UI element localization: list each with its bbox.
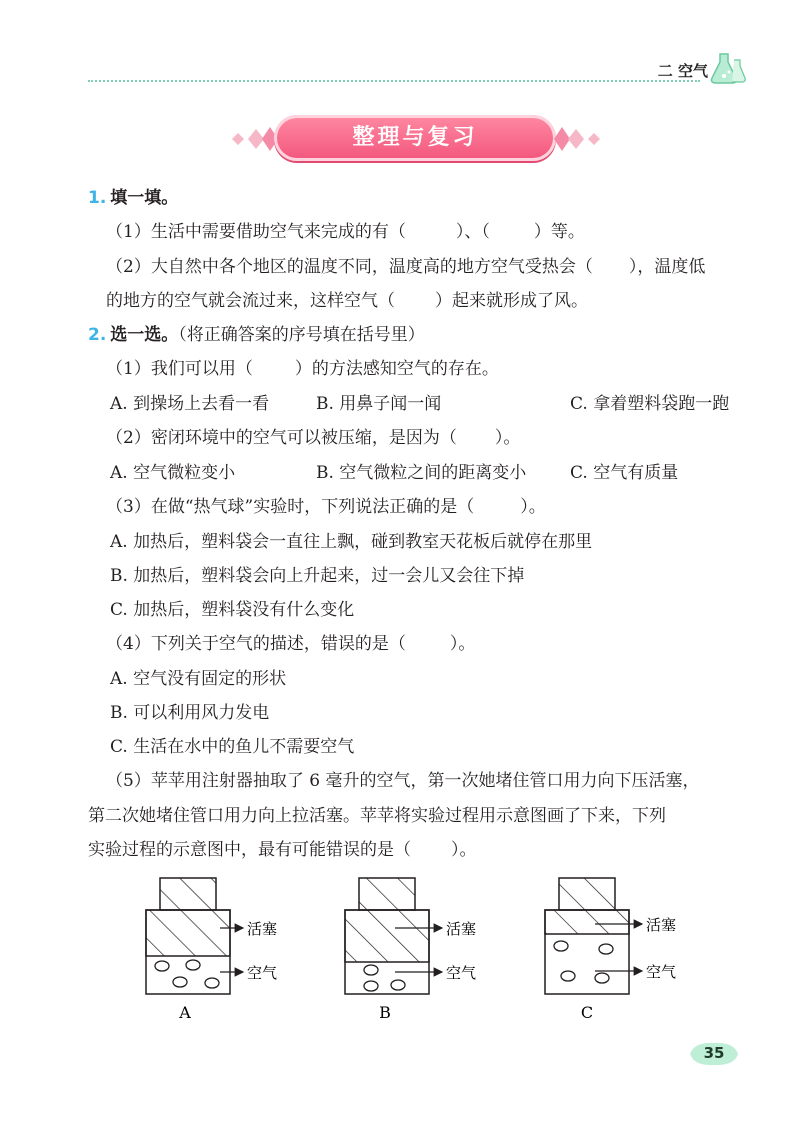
figure-a-label: A xyxy=(179,1003,191,1022)
q2-2-stem xyxy=(106,426,520,450)
q2-title xyxy=(88,323,425,347)
q1-1-text-a: （1）生活中需要借助空气来完成的有（ xyxy=(106,222,406,242)
banner-title: 整理与复习 xyxy=(352,125,478,150)
q2-2-option-c: C. 空气有质量 xyxy=(570,463,679,483)
section-banner xyxy=(222,113,608,165)
q2-5-line3 xyxy=(88,838,477,862)
q2-1-stem-a: （1）我们可以用（ xyxy=(106,359,253,379)
q2-3-stem-b: ）。 xyxy=(520,497,546,517)
figure-b-handle xyxy=(359,878,415,910)
figure-c xyxy=(545,878,676,1022)
q2-5-line2: 第二次她堵住管口用力向上拉活塞。苹苹将实验过程用示意图画了下来，下列 xyxy=(88,806,666,826)
figure-c-label: C xyxy=(580,1003,594,1022)
figure-a-piston-label: 活塞 xyxy=(247,920,278,938)
q2-5-line3-b: ）。 xyxy=(451,840,477,860)
q2-2-stem-b: ）。 xyxy=(494,428,521,448)
figure-b-air-label: 空气 xyxy=(446,964,477,982)
q2-3-option-b: B. 加热后，塑料袋会向上升起来，过一会儿又会往下掉 xyxy=(110,566,525,586)
q1-2-text-d: ）起来就形成了风。 xyxy=(435,291,588,311)
q1-item-2-line1 xyxy=(106,255,705,279)
q2-number: 2. xyxy=(88,325,107,345)
figure-a xyxy=(146,878,277,1022)
q2-note: （将正确答案的序号填在括号里） xyxy=(178,325,425,345)
q2-3-stem xyxy=(106,495,546,519)
q2-5-line1: （5）苹苹用注射器抽取了 6 毫升的空气，第一次她堵住管口用力向下压活塞， xyxy=(106,771,700,791)
figure-c-piston-label: 活塞 xyxy=(646,916,677,934)
q1-1-text-b: ）、（ xyxy=(455,222,490,242)
figure-b-piston-label: 活塞 xyxy=(446,920,477,938)
q2-2-stem-a: （2）密闭环境中的空气可以被压缩，是因为（ xyxy=(106,428,457,448)
q2-4-stem xyxy=(106,632,475,656)
q2-1-option-c: C. 拿着塑料袋跑一跑 xyxy=(570,394,730,414)
header-dotted-line xyxy=(88,80,700,82)
q2-1-options xyxy=(110,392,729,416)
right-diamond-decoration-icon xyxy=(550,113,610,165)
figure-a-air-label: 空气 xyxy=(247,964,278,982)
figure-b xyxy=(345,878,476,1022)
figure-c-air-label: 空气 xyxy=(646,963,677,981)
figure-a-handle xyxy=(160,878,216,910)
q1-2-text-b: ），温度低 xyxy=(628,257,706,277)
chapter-title: 二 空气 xyxy=(657,62,708,80)
q2-1-stem-b: ）的方法感知空气的存在。 xyxy=(294,359,499,379)
figure-b-piston xyxy=(345,910,429,962)
left-diamond-decoration-icon xyxy=(222,113,282,165)
flask-icon xyxy=(710,50,748,86)
q2-2-option-b: B. 空气微粒之间的距离变小 xyxy=(316,463,527,483)
q2-3-stem-a: （3）在做“热气球”实验时，下列说法正确的是（ xyxy=(106,497,475,517)
page-number: 35 xyxy=(703,1044,725,1062)
q2-5-line3-a: 实验过程的示意图中，最有可能错误的是（ xyxy=(88,840,411,860)
q1-2-text-a: （2）大自然中各个地区的温度不同，温度高的地方空气受热会（ xyxy=(106,257,593,277)
q2-1-option-b: B. 用鼻子闻一闻 xyxy=(316,394,442,414)
q1-number: 1. xyxy=(88,188,107,208)
q1-item-2-line2 xyxy=(106,289,588,313)
figure-c-handle xyxy=(559,878,615,910)
q2-1-option-a: A. 到操场上去看一看 xyxy=(110,394,270,414)
q2-4-option-c: C. 生活在水中的鱼儿不需要空气 xyxy=(110,737,355,757)
q1-2-text-c: 的地方的空气就会流过来，这样空气（ xyxy=(106,291,395,311)
q1-item-1 xyxy=(106,220,585,244)
figure-c-piston xyxy=(545,910,629,934)
q2-4-option-b: B. 可以利用风力发电 xyxy=(110,703,270,723)
q2-3-option-c: C. 加热后，塑料袋没有什么变化 xyxy=(110,600,355,620)
q2-4-stem-a: （4）下列关于空气的描述，错误的是（ xyxy=(106,634,406,654)
page-header xyxy=(88,50,748,90)
figure-a-piston xyxy=(146,910,230,956)
q2-3-option-a: A. 加热后，塑料袋会一直往上飘，碰到教室天花板后就停在那里 xyxy=(110,532,593,552)
page-number-badge xyxy=(688,1040,740,1068)
figure-b-label: B xyxy=(379,1003,391,1022)
q2-2-option-a: A. 空气微粒变小 xyxy=(110,463,236,483)
q1-1-text-c: ）等。 xyxy=(533,222,585,242)
q2-1-stem xyxy=(106,357,499,381)
syringe-figures xyxy=(140,870,700,1030)
q1-title-text: 填一填。 xyxy=(110,188,179,208)
q1-title xyxy=(88,186,178,210)
q2-2-options xyxy=(110,461,678,485)
q2-4-option-a: A. 空气没有固定的形状 xyxy=(110,669,287,689)
q2-title-text: 选一选。 xyxy=(110,325,179,345)
q2-4-stem-b: ）。 xyxy=(449,634,476,654)
